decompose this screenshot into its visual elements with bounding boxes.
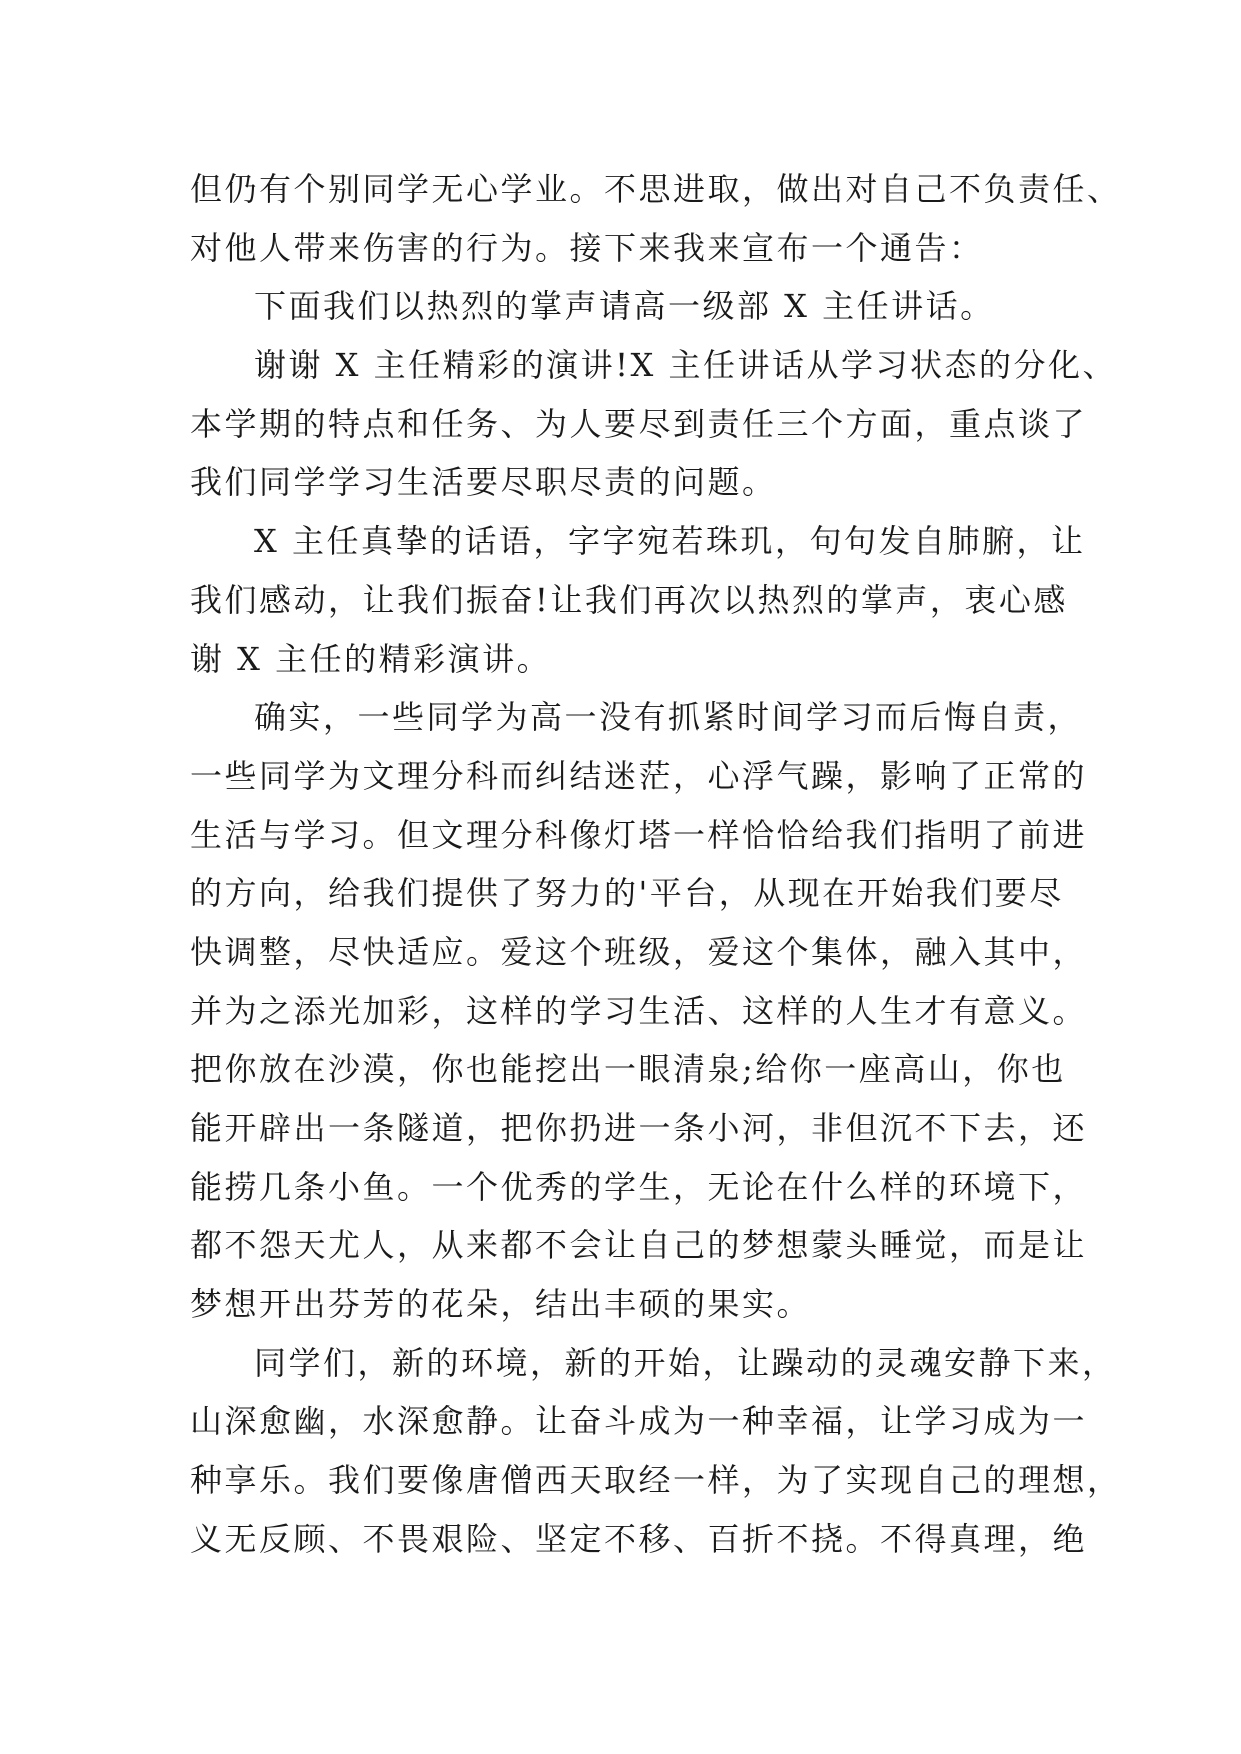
- text-line: 并为之添光加彩，这样的学习生活、这样的人生才有意义。: [190, 991, 1088, 1030]
- body-text: [190, 160, 1122, 1569]
- paragraph-start-line: 同学们，新的环境，新的开始，让躁动的灵魂安静下来，: [254, 1343, 1117, 1382]
- text-line: 谢 X 主任的精彩演讲。: [190, 639, 552, 678]
- text-line: 把你放在沙漠，你也能挖出一眼清泉;给你一座高山，你也: [190, 1050, 1066, 1089]
- text-line: 的方向，给我们提供了努力的'平台，从现在开始我们要尽: [190, 874, 1064, 913]
- text-line: 能捞几条小鱼。一个优秀的学生，无论在什么样的环境下，: [190, 1167, 1088, 1206]
- paragraph-start-line: 谢谢 X 主任精彩的演讲!X 主任讲话从学习状态的分化、: [254, 346, 1117, 385]
- text-line: 山深愈幽，水深愈静。让奋斗成为一种幸福，让学习成为一: [190, 1402, 1088, 1441]
- paragraph-start-line: 确实，一些同学为高一没有抓紧时间学习而后悔自责，: [254, 698, 1083, 737]
- text-line: 种享乐。我们要像唐僧西天取经一样，为了实现自己的理想，: [190, 1461, 1122, 1500]
- paragraph-start-line: X 主任真挚的话语，字字宛若珠玑，句句发自肺腑，让: [254, 522, 1086, 561]
- text-line: 能开辟出一条隧道，把你扔进一条小河，非但沉不下去，还: [190, 1109, 1088, 1147]
- text-line: 我们感动，让我们振奋!让我们再次以热烈的掌声，衷心感: [190, 580, 1068, 619]
- paragraph-start-line: 下面我们以热烈的掌声请高一级部 X 主任讲话。: [254, 287, 995, 326]
- text-line: 一些同学为文理分科而纠结迷茫，心浮气躁，影响了正常的: [190, 756, 1088, 795]
- text-line: 义无反顾、不畏艰险、坚定不移、百折不挠。不得真理，绝: [190, 1519, 1088, 1558]
- text-line: 生活与学习。但文理分科像灯塔一样恰恰给我们指明了前进: [190, 815, 1088, 854]
- text-line: 对他人带来伤害的行为。接下来我来宣布一个通告：: [190, 228, 984, 267]
- text-line: 梦想开出芬芳的花朵，结出丰硕的果实。: [190, 1285, 812, 1324]
- text-line: 快调整，尽快适应。爱这个班级，爱这个集体，融入其中，: [190, 932, 1088, 971]
- text-line: 都不怨天尤人，从来都不会让自己的梦想蒙头睡觉，而是让: [190, 1226, 1088, 1265]
- text-line: 但仍有个别同学无心学业。不思进取，做出对自己不负责任、: [190, 170, 1122, 208]
- text-line: 我们同学学习生活要尽职尽责的问题。: [190, 463, 777, 502]
- text-line: 本学期的特点和任务、为人要尽到责任三个方面，重点谈了: [190, 404, 1088, 443]
